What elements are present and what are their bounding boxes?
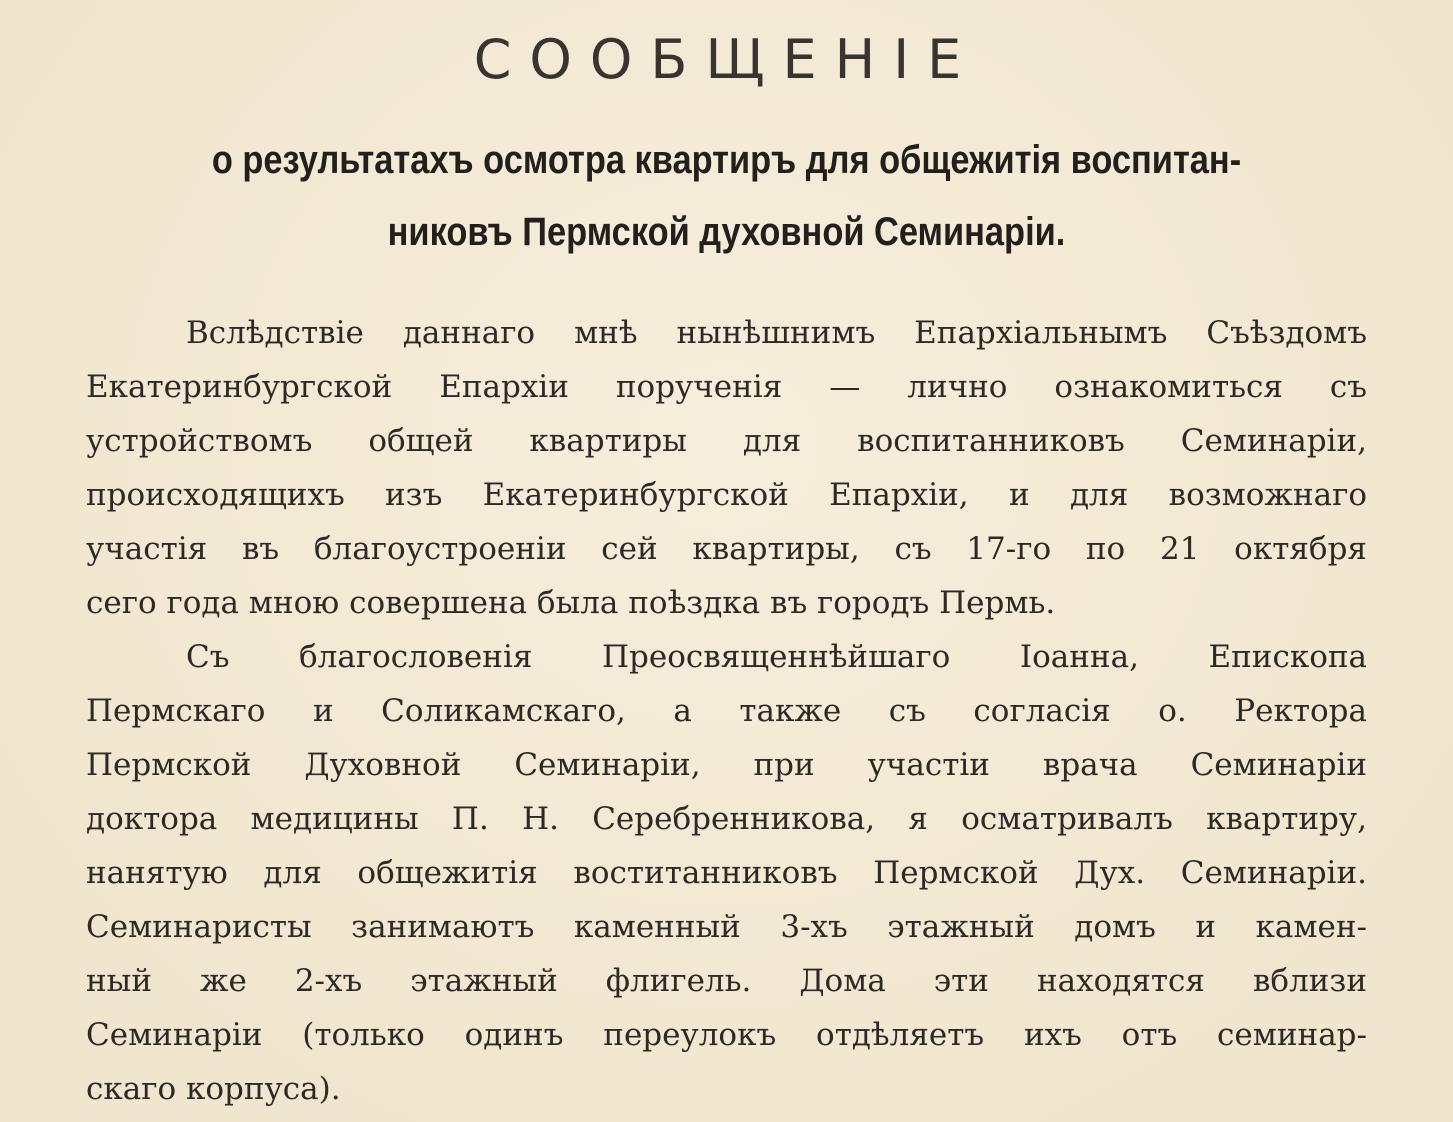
paragraph-line: устройствомъ общей квартиры для воспитанниковъ Семинаріи, [86,423,1367,459]
document-subtitle [176,124,1278,268]
paragraph-line: происходящихъ изъ Екатеринбургской Епархіи, и для возможнаго [86,477,1367,513]
subtitle-line: никовъ Пермской духовной Семинаріи. [387,210,1066,254]
paragraph-line: Вслѣдствіе даннаго мнѣ нынѣшнимъ Епархіальнымъ Съѣздомъ [186,315,1367,351]
paragraph-line: Семинаристы занимаютъ каменный 3-хъ этажный домъ и камен- [86,909,1367,945]
paragraph-2 [86,630,1367,1116]
subtitle-line: о результатахъ осмотра квартиръ для общежитія воспитан- [211,138,1242,182]
paragraph-line: Пермской Духовной Семинаріи, при участіи врача Семинаріи [86,747,1367,783]
paragraph-line: скаго корпуса). [86,1071,341,1107]
paragraph-line: доктора медицины П. Н. Серебренникова, я осматривалъ квартиру, [86,801,1367,837]
paragraph-line: Семинаріи (только одинъ переулокъ отдѣляетъ ихъ отъ семинар- [86,1017,1367,1053]
paragraph-line: участія въ благоустроеніи сей квартиры, съ 17-го по 21 октября [86,531,1367,567]
document-heading: СООБЩЕНІЕ [473,28,980,91]
paragraph-line: сего года мною совершена была поѣздка въ городъ Пермь. [86,585,1056,621]
paragraph-1 [86,306,1367,630]
paragraph-line: Пермскаго и Соликамскаго, а также съ согласія о. Ректора [86,693,1367,729]
paragraph-line: Съ благословенія Преосвященнѣйшаго Іоанна, Епископа [186,639,1367,675]
document-body [86,306,1367,1116]
paragraph-line: нанятую для общежитія воститанниковъ Пермской Дух. Семинаріи. [86,855,1367,891]
paragraph-line: Екатеринбургской Епархіи порученія — лично ознакомиться съ [86,369,1367,405]
paragraph-line: ный же 2-хъ этажный флигель. Дома эти находятся вблизи [86,963,1367,999]
